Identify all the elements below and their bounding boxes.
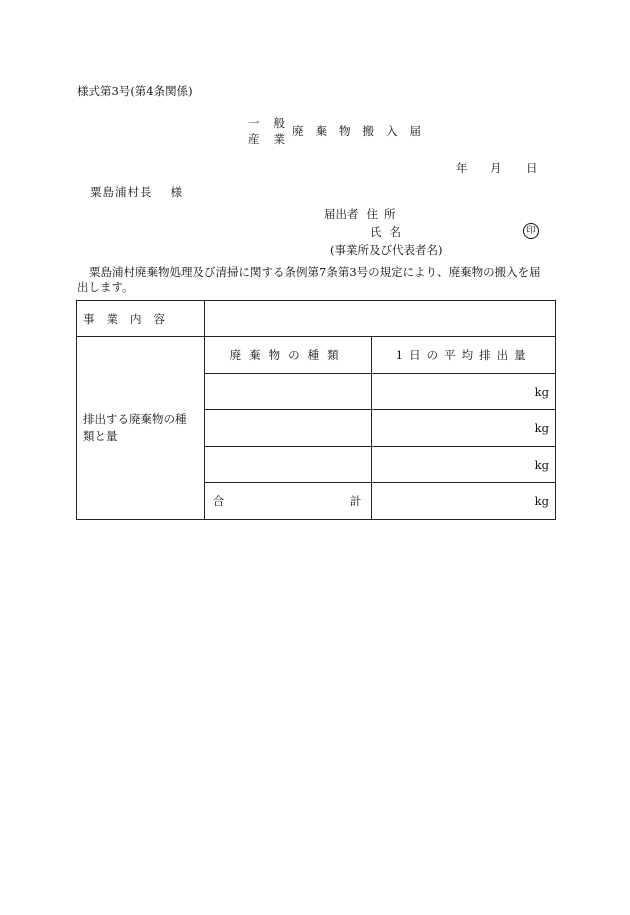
amount-unit[interactable]: kg — [372, 447, 556, 483]
title-option-general: 一般 — [248, 116, 299, 130]
business-label: 事業内容 — [77, 301, 205, 337]
applicant-label: 届出者 — [324, 207, 359, 221]
name-label: 氏名 — [370, 225, 409, 239]
date-day-label: 日 — [526, 161, 538, 175]
title-main: 廃棄物搬入届 — [292, 124, 433, 138]
address-label: 住所 — [366, 207, 402, 221]
addressee — [90, 184, 183, 200]
seal-mark-icon: 印 — [523, 223, 539, 239]
total-label-cell — [204, 483, 372, 520]
body-text: 粟島浦村廃棄物処理及び清掃に関する条例第7条第3号の規定により、廃棄物の搬入を届出します。 — [77, 265, 541, 294]
amount-unit[interactable]: kg — [372, 374, 556, 410]
date-month-label: 月 — [490, 161, 502, 175]
waste-type-field[interactable] — [204, 447, 372, 483]
title-option-industrial: 産業 — [248, 132, 299, 146]
form-number: 様式第3号(第4条関係) — [77, 84, 193, 98]
waste-type-field[interactable] — [204, 374, 372, 410]
header-row — [77, 337, 556, 374]
addressee-honorific: 様 — [170, 185, 183, 199]
waste-type-field[interactable] — [204, 410, 372, 447]
business-value-field[interactable] — [204, 301, 555, 337]
amount-header: 1日の平均排出量 — [372, 337, 556, 374]
representative-note: (事業所及び代表者名) — [330, 243, 443, 257]
type-header: 廃棄物の種類 — [204, 337, 372, 374]
applicant-address-line — [324, 206, 402, 222]
waste-form-table — [76, 300, 556, 520]
date-year-label: 年 — [456, 161, 468, 175]
addressee-name: 粟島浦村長 — [90, 185, 153, 199]
amount-unit[interactable]: kg — [372, 410, 556, 447]
total-label-right: 計 — [349, 494, 362, 508]
business-row — [77, 301, 556, 337]
waste-label: 排出する廃棄物の種類と量 — [77, 337, 205, 520]
total-amount-unit[interactable]: kg — [372, 483, 556, 520]
total-label-left: 合 — [212, 494, 225, 508]
